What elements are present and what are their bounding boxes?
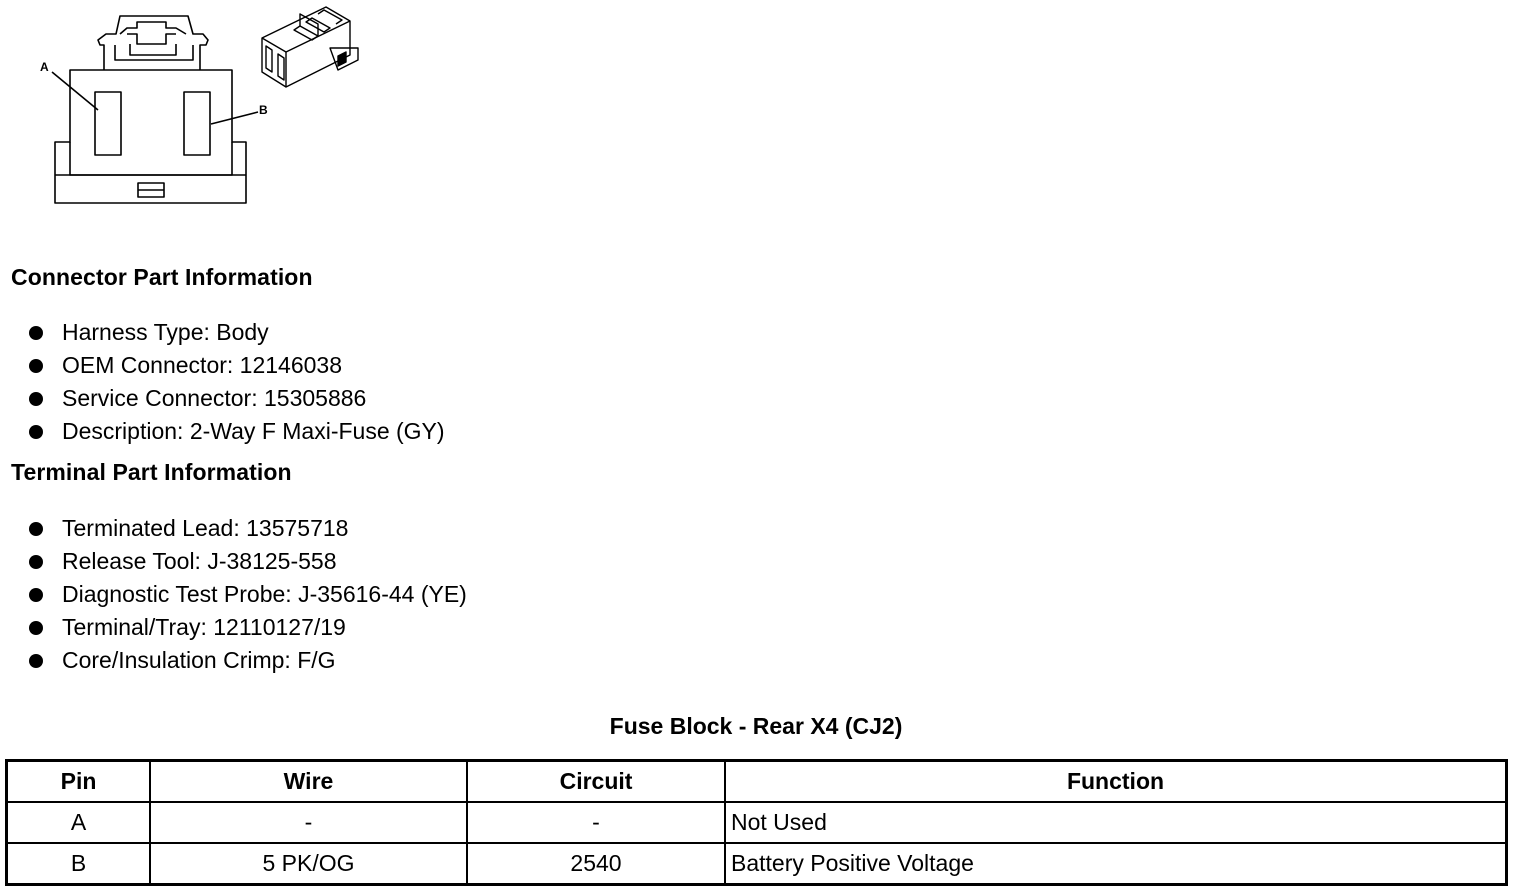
pin-label-a: A [40,60,49,74]
connector-face-view [52,16,258,203]
header-wire: Wire [150,761,467,803]
table-header-row [7,761,1507,803]
table-row [7,802,1507,843]
cell-function: Battery Positive Voltage [725,843,1507,885]
cell-circuit: 2540 [467,843,725,885]
header-function: Function [725,761,1507,803]
header-pin: Pin [7,761,151,803]
connector-diagram [0,0,380,215]
list-item: Description: 2-Way F Maxi-Fuse (GY) [28,415,445,448]
list-item: Harness Type: Body [28,316,445,349]
list-item: Core/Insulation Crimp: F/G [28,644,467,677]
cell-pin: A [7,802,151,843]
bullet-icon [29,425,43,439]
list-item: Release Tool: J-38125-558 [28,545,467,578]
bullet-icon [29,522,43,536]
terminal-part-info-list [28,512,467,677]
bullet-icon [29,326,43,340]
bullet-icon [29,588,43,602]
cell-pin: B [7,843,151,885]
cell-function: Not Used [725,802,1507,843]
pin-label-b: B [259,103,268,117]
connector-isometric-view [262,7,358,87]
list-item: Terminal/Tray: 12110127/19 [28,611,467,644]
header-circuit: Circuit [467,761,725,803]
bullet-icon [29,359,43,373]
table-row [7,843,1507,885]
cell-wire: - [150,802,467,843]
pinout-table-title: Fuse Block - Rear X4 (CJ2) [609,713,903,739]
list-item: Terminated Lead: 13575718 [28,512,467,545]
cavity-a [95,92,121,155]
terminal-part-info-heading: Terminal Part Information [11,459,292,485]
connector-part-info-list [28,316,445,448]
cell-wire: 5 PK/OG [150,843,467,885]
bullet-icon [29,621,43,635]
list-item: Diagnostic Test Probe: J-35616-44 (YE) [28,578,467,611]
bullet-icon [29,555,43,569]
cell-circuit: - [467,802,725,843]
cavity-b [184,92,210,155]
bullet-icon [29,392,43,406]
list-item: Service Connector: 15305886 [28,382,445,415]
list-item: OEM Connector: 12146038 [28,349,445,382]
connector-part-info-heading: Connector Part Information [11,264,313,290]
bullet-icon [29,654,43,668]
pinout-table [5,759,1508,886]
